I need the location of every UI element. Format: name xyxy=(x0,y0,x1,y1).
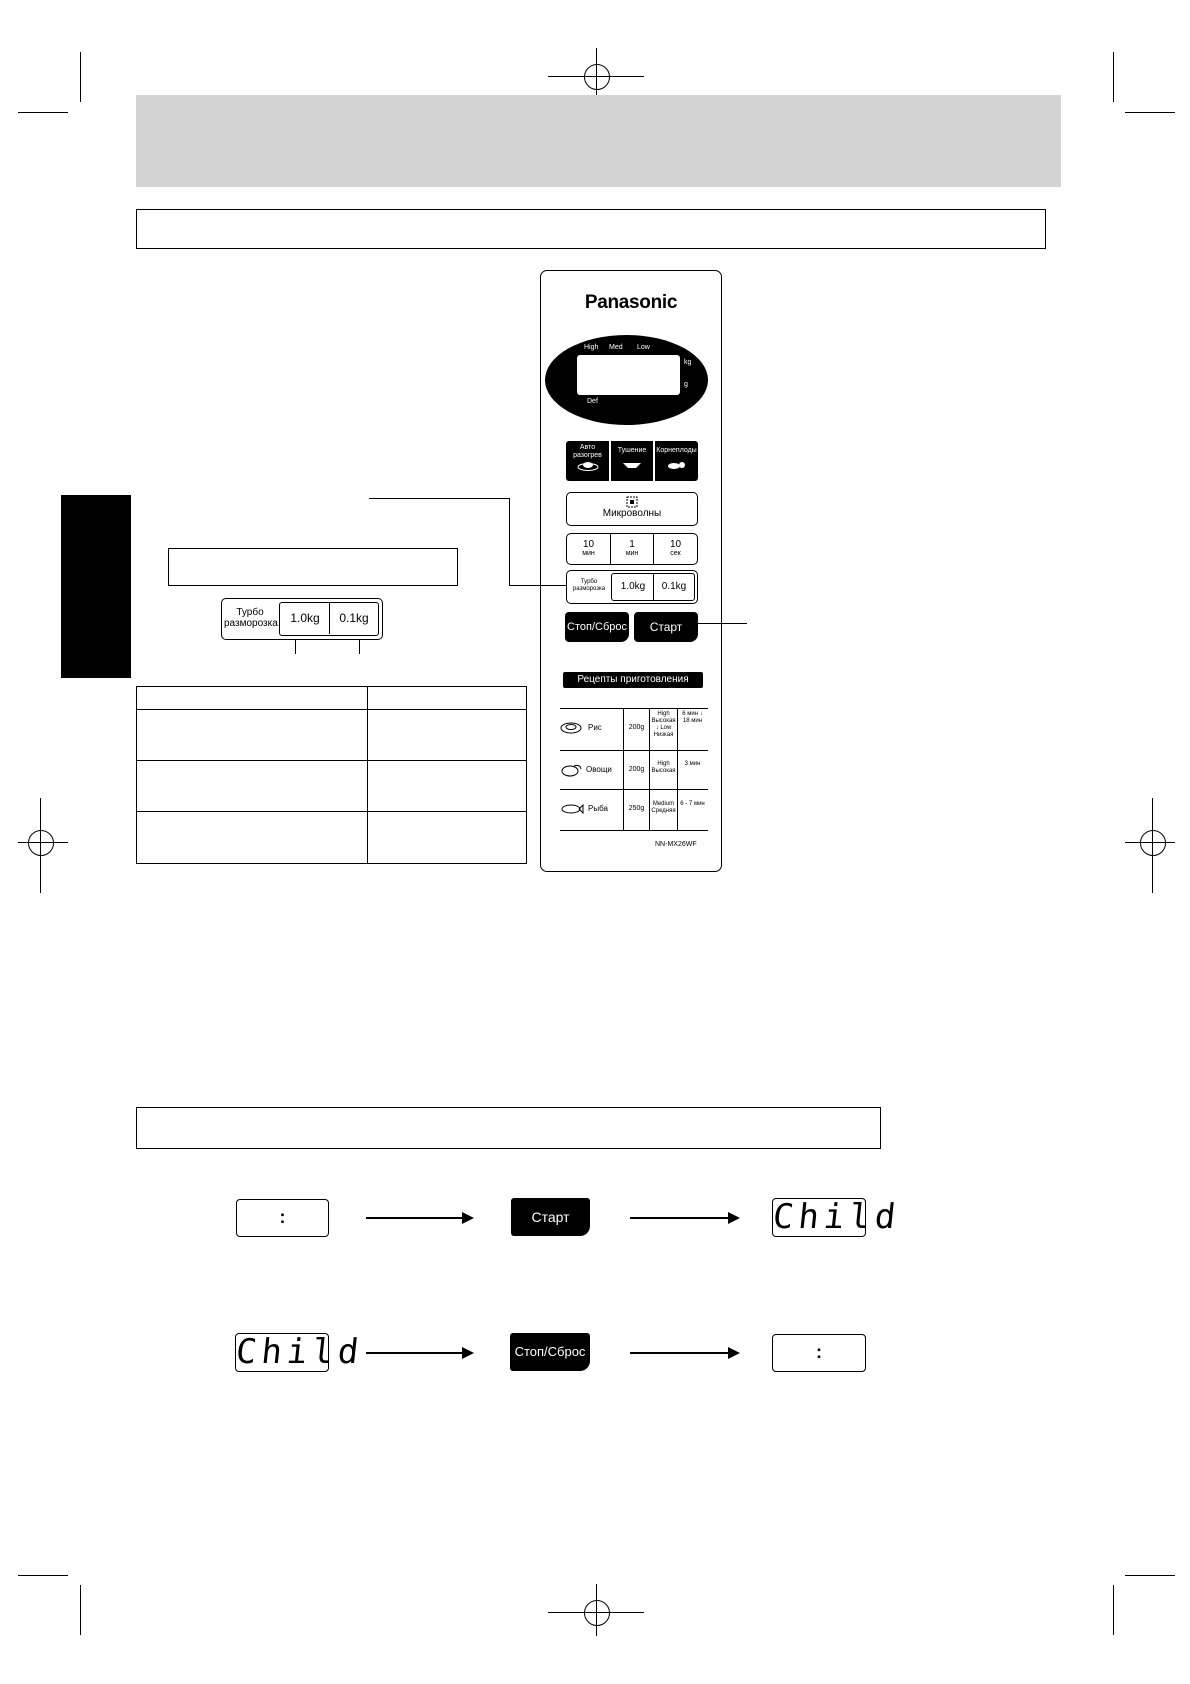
time-10sec-button[interactable] xyxy=(654,534,697,564)
display-high: High xyxy=(584,344,599,351)
recipe-row xyxy=(560,708,708,750)
defrost-1kg-button[interactable] xyxy=(279,602,379,636)
recipe-time: 6 - 7 мин xyxy=(680,801,705,807)
start-button[interactable]: Старт xyxy=(511,1198,590,1236)
display-kg: kg xyxy=(684,359,692,366)
side-tab xyxy=(61,495,131,678)
stew-button[interactable] xyxy=(611,441,653,481)
info-table xyxy=(136,686,527,864)
recipe-table xyxy=(560,708,708,832)
recipe-name: Рыба xyxy=(588,804,608,813)
vegetable-icon xyxy=(560,763,582,777)
root-vegetables-label: Корнеплоды xyxy=(656,447,697,454)
recipe-name: Овощи xyxy=(586,765,612,774)
recipe-weight: 200g xyxy=(628,724,645,731)
time-10sec-value: 10 xyxy=(669,539,682,550)
recipe-power: High Высокая xyxy=(651,761,676,774)
microwave-label: Микроволны xyxy=(602,508,662,519)
vegetables-icon xyxy=(666,460,688,470)
auto-reheat-button[interactable] xyxy=(566,441,609,481)
pointer-line xyxy=(359,640,360,654)
recipe-row xyxy=(560,750,708,789)
header-bar xyxy=(136,95,1061,187)
defrost-1kg-label: 1.0kg xyxy=(290,611,320,625)
time-buttons-row xyxy=(566,533,698,565)
pointer-line xyxy=(295,640,296,654)
rice-icon xyxy=(560,722,582,734)
recipe-weight: 250g xyxy=(628,805,645,812)
microwave-button[interactable] xyxy=(566,492,698,526)
recipe-row xyxy=(560,789,708,830)
arrow-right-icon xyxy=(366,1352,472,1354)
fish-icon xyxy=(560,804,584,814)
recipe-name: Рис xyxy=(588,723,602,732)
recipe-time: 3 мин xyxy=(684,761,701,767)
plate-icon xyxy=(577,461,599,471)
panel-start-button[interactable]: Старт xyxy=(634,612,698,642)
auto-reheat-label: Авто разогрев xyxy=(573,444,602,459)
time-10min-value: 10 xyxy=(582,539,595,550)
display-idle xyxy=(236,1199,329,1237)
child-text: Child xyxy=(233,1332,366,1372)
recipe-time: 6 мин ↓ 18 мин xyxy=(682,711,703,724)
arrow-right-icon xyxy=(366,1217,472,1219)
defrost-01kg-label: 0.1kg xyxy=(339,611,369,625)
display-child xyxy=(770,1197,903,1237)
leader-line xyxy=(369,498,509,499)
brand-logo: Panasonic xyxy=(584,292,678,313)
display-colon: : xyxy=(816,1342,822,1362)
root-vegetables-button[interactable] xyxy=(655,441,698,481)
display-colon: : xyxy=(279,1207,286,1227)
panel-turbo-label: Турбо разморозка xyxy=(572,579,606,592)
caption-box xyxy=(168,548,458,586)
display-idle xyxy=(772,1334,866,1372)
time-1min-unit: мин xyxy=(625,550,639,557)
time-10min-button[interactable] xyxy=(567,534,611,564)
auto-buttons-row xyxy=(566,441,698,481)
defrost-closeup xyxy=(221,598,383,640)
section-heading-box xyxy=(136,209,1046,249)
child-lock-heading-box xyxy=(136,1107,881,1149)
display-def: Def xyxy=(587,398,598,405)
panel-defrost-1kg: 1.0kg xyxy=(620,581,646,592)
display-screen xyxy=(577,355,680,395)
model-number: NN-MX26WF xyxy=(655,841,697,848)
stew-label: Тушение xyxy=(617,447,647,454)
arrow-right-icon xyxy=(630,1217,738,1219)
panel-defrost-buttons[interactable] xyxy=(611,573,695,601)
display-low: Low xyxy=(637,344,650,351)
bowl-icon xyxy=(621,460,643,470)
child-text: Child xyxy=(770,1197,903,1237)
display-child xyxy=(233,1332,366,1372)
recipe-weight: 200g xyxy=(628,766,645,773)
panel-stop-button[interactable]: Стоп/Сброс xyxy=(565,612,629,642)
display-g: g xyxy=(684,381,688,388)
turbo-defrost-label: Турбо разморозка xyxy=(224,607,278,629)
time-10sec-unit: сек xyxy=(670,550,681,557)
time-1min-value: 1 xyxy=(629,539,635,550)
recipe-power: High Высокая ↓ Low Низкая xyxy=(651,711,676,738)
time-10min-unit: мин xyxy=(582,550,595,557)
panel-turbo-defrost xyxy=(566,570,698,604)
recipes-label: Рецепты приготовления xyxy=(563,672,703,688)
arrow-right-icon xyxy=(630,1352,738,1354)
display-med: Med xyxy=(609,344,623,351)
leader-line xyxy=(509,498,510,585)
time-1min-button[interactable] xyxy=(611,534,654,564)
stop-reset-button[interactable]: Стоп/Сброс xyxy=(510,1333,590,1371)
panel-defrost-01kg: 0.1kg xyxy=(661,581,687,592)
microwave-icon xyxy=(625,496,639,508)
recipe-power: Medium Средняя xyxy=(651,801,676,814)
